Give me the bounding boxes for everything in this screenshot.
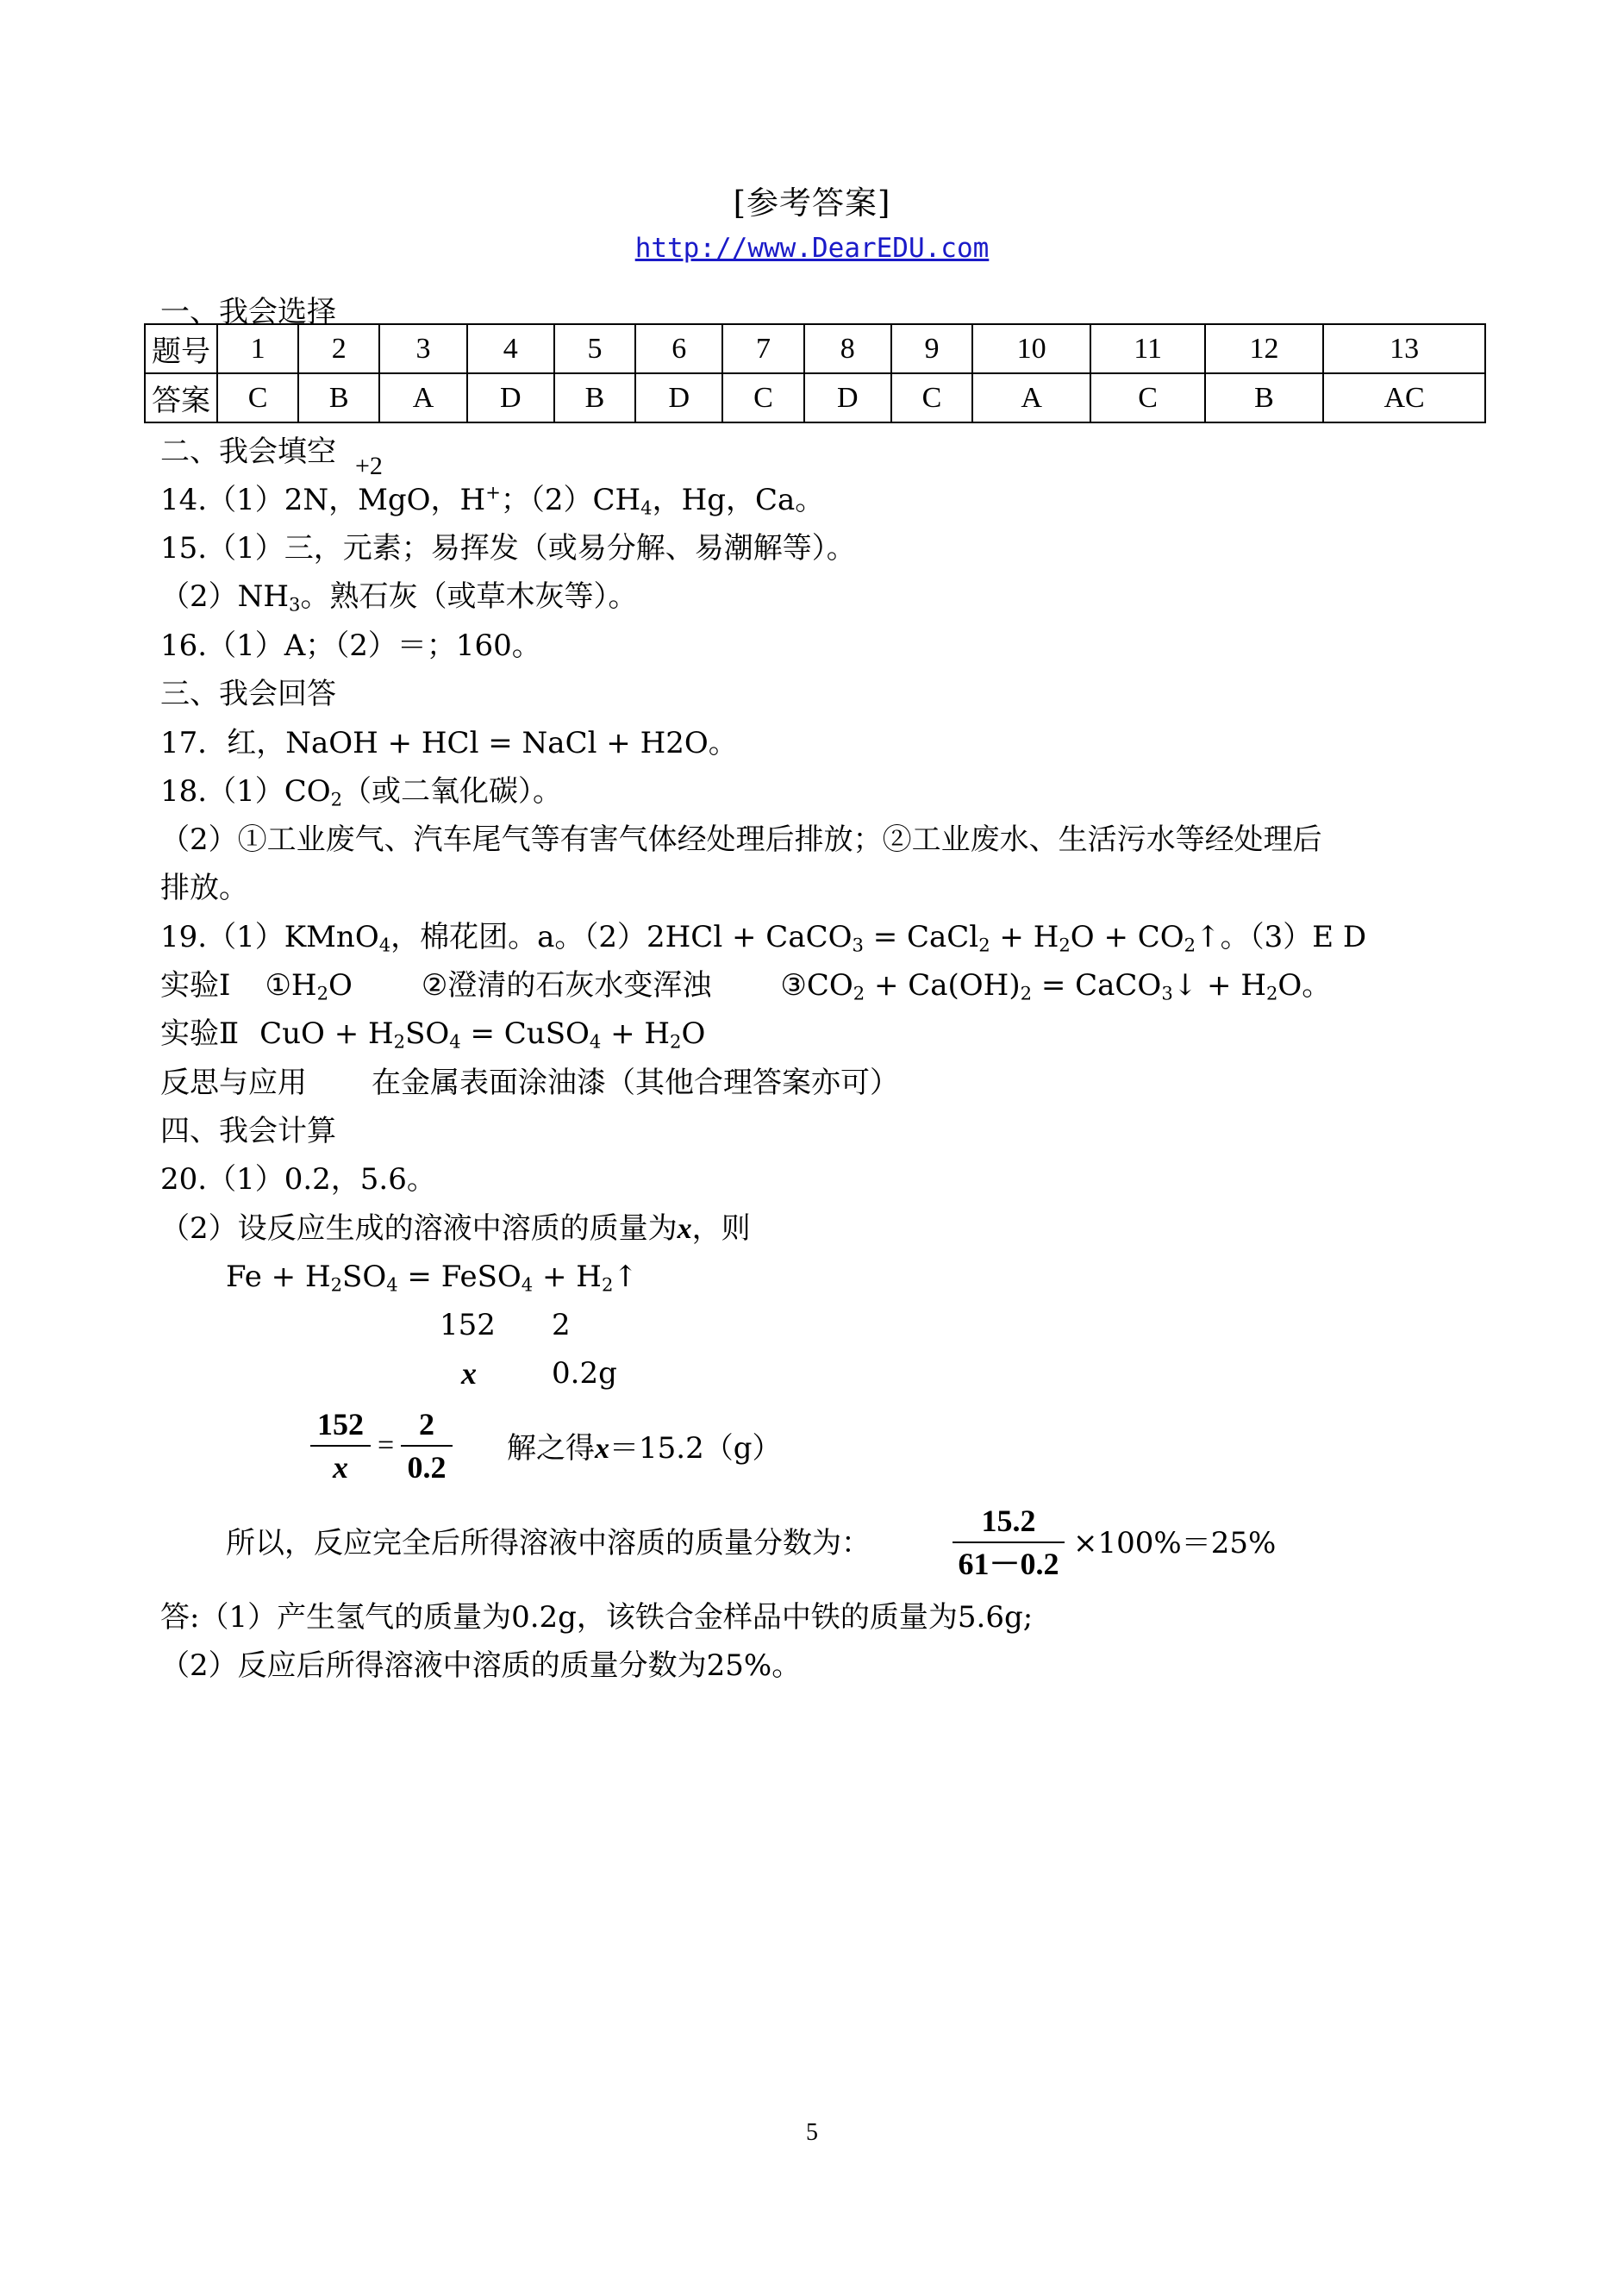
source-url [0, 233, 1624, 264]
table-row-numbers [145, 324, 1485, 373]
table-cell: C [891, 373, 972, 422]
table-cell: C [1090, 373, 1205, 422]
source-link[interactable]: http://www.DearEDU.com [634, 233, 990, 264]
table-cell: D [804, 373, 891, 422]
section1-heading: 一、我会选择 [160, 295, 336, 329]
molar-mass-h2: 2 [552, 1308, 571, 1342]
table-cell: C [217, 373, 298, 422]
hydrogen-mass: 0.2g [552, 1356, 617, 1391]
q19-line: 19.（1）KMnO$_4$，棉花团。a。（2）2HCl + CaCO$_3$ = CaCl$_2$ + $H_2O$ + $CO_2↑$。（3）E D [160, 920, 1367, 956]
table-cell: 2 [298, 324, 379, 373]
table-row-answers [145, 373, 1485, 422]
equals-sign: = [378, 1429, 395, 1461]
oxidation-state: +2 [355, 452, 383, 480]
reflection-line: 反思与应用 在金属表面涂油漆（其他合理答案亦可） [160, 1066, 899, 1100]
molar-mass-ffeso4: 152 [440, 1308, 496, 1342]
row-label-answer: 答案 [145, 373, 217, 422]
table-cell: 7 [722, 324, 803, 373]
table-cell: A [972, 373, 1090, 422]
q16-line: 16.（1）A；（2）＝；160。 [160, 628, 541, 663]
page-title: [参考答案] [733, 184, 891, 222]
proportion-fraction-right: $\frac{2}{0.2}$ [401, 1407, 453, 1485]
mass-fraction-result: ×100%＝25% [1073, 1526, 1277, 1560]
q14-line: 14.（1）2N，MgO，H+；$(2)CH_4$，Hg，Ca。 [160, 481, 825, 519]
table-cell: 6 [635, 324, 722, 373]
q15-part2-line: $(2)NH_3$。熟石灰（或草木灰等）。 [160, 579, 638, 616]
q18-part2-line: （2）①工业废气、汽车尾气等有害气体经处理后排放；②工业废水、生活污水等经处理后 [160, 822, 1322, 857]
q17-line: 17．红，NaOH + HCl = NaCl + H2O。 [160, 726, 738, 760]
q15-line: 15.（1）三，元素；易挥发（或易分解、易潮解等）。 [160, 531, 856, 566]
table-cell: D [467, 373, 554, 422]
q20-part2-line: （2）设反应生成的溶液中溶质的质量为x，则 [160, 1211, 751, 1246]
proportion-fraction-left: $\frac{152}{x}$ [310, 1407, 371, 1485]
table-cell: 12 [1205, 324, 1323, 373]
table-cell: 4 [467, 324, 554, 373]
answer-line-1: 答:（1）产生氢气的质量为0.2g，该铁合金样品中铁的质量为5.6g; [160, 1600, 1034, 1635]
table-cell: AC [1323, 373, 1485, 422]
section3-heading: 三、我会回答 [160, 677, 336, 711]
q20-line: 20.（1）0.2，5.6。 [160, 1162, 436, 1197]
mass-fraction-label: 所以，反应完全后所得溶液中溶质的质量分数为： [226, 1526, 871, 1560]
table-cell: 11 [1090, 324, 1205, 373]
unknown-mass: x [461, 1356, 477, 1391]
solution-result: 解之得x＝15.2（g） [507, 1431, 782, 1466]
table-cell: 5 [554, 324, 635, 373]
table-cell: 10 [972, 324, 1090, 373]
experiment1-line: 实验Ⅰ $①H_2O$ ②澄清的石灰水变浑浊 $③CO_2 + Ca(OH)_2$ = CaCO$_3$↓ + $H_2O$。 [160, 968, 1332, 1004]
answer-line-2: （2）反应后所得溶液中溶质的质量分数为25%。 [160, 1648, 802, 1683]
table-cell: 3 [379, 324, 466, 373]
table-cell: D [635, 373, 722, 422]
table-cell: C [722, 373, 803, 422]
table-cell: 13 [1323, 324, 1485, 373]
section2-heading: 二、我会填空 [160, 435, 336, 469]
table-cell: 1 [217, 324, 298, 373]
table-cell: B [298, 373, 379, 422]
page-number: 5 [806, 2119, 818, 2146]
q18-line: $18.(1)CO_2$（或二氧化碳）。 [160, 774, 563, 810]
q18-part2-cont: 排放。 [160, 871, 248, 905]
answer-table [144, 323, 1486, 423]
row-label-number: 题号 [145, 324, 217, 373]
table-cell: A [379, 373, 466, 422]
section4-heading: 四、我会计算 [160, 1114, 336, 1148]
table-cell: 9 [891, 324, 972, 373]
table-cell: 8 [804, 324, 891, 373]
table-cell: B [1205, 373, 1323, 422]
reaction-equation: $Fe + H_2SO_4$ = FeSO$_4$ + $H_2↑$ [226, 1260, 638, 1296]
table-cell: B [554, 373, 635, 422]
experiment2-line: 实验Ⅱ CuO + $H_2SO_4$ = CuSO$_4$ + $H_2O$ [160, 1016, 706, 1053]
mass-fraction: $\frac{15.2}{61-0.2}$ [953, 1504, 1065, 1581]
